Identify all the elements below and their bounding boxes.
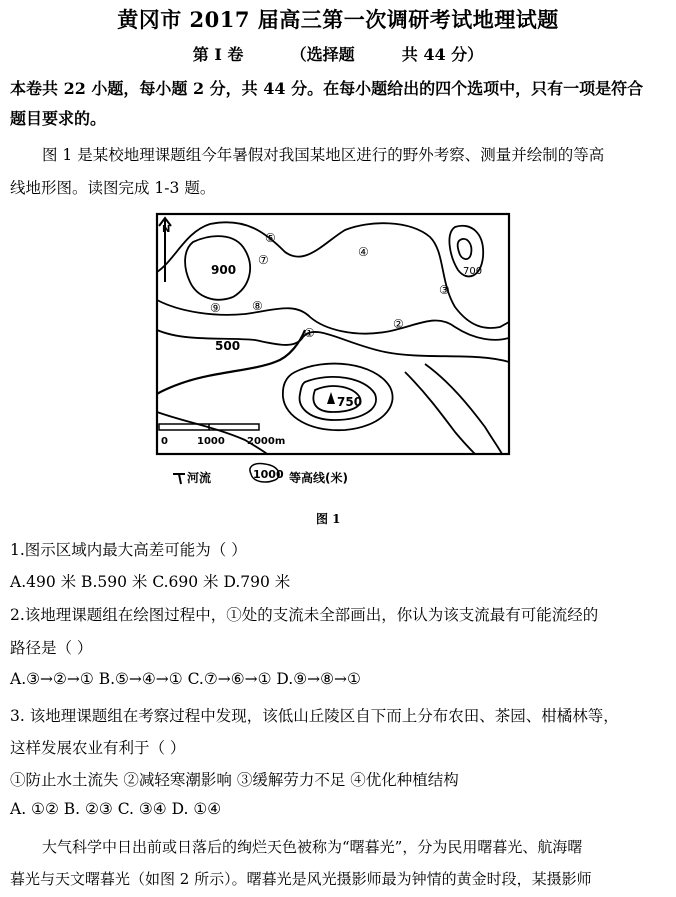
passage-line-2: 暮光与天文曙暮光（如图 2 所示）。曙暮光是风光摄影师最为钟情的黄金时段，某摄影师 xyxy=(10,870,592,888)
map-label-4: ④ xyxy=(358,245,369,259)
map-label-9: ⑨ xyxy=(210,301,221,315)
section-score: 共 44 分） xyxy=(401,45,484,64)
scale-1000: 1000 xyxy=(197,436,225,447)
question-2-stem-line-1: 2.该地理课题组在绘图过程中，①处的支流未全部画出，你认为该支流最有可能流经的 xyxy=(10,606,599,624)
question-1-stem: 1.图示区域内最大高差可能为（ ） xyxy=(10,541,247,559)
legend-contour-label: 等高线(米) xyxy=(289,471,348,485)
passage-line-1: 大气科学中日出前或日落后的绚烂天色被称为“曙暮光”，分为民用曙暮光、航海曙 xyxy=(42,838,583,856)
legend-contour-value: 1000 xyxy=(253,468,284,481)
contour-700: 700 xyxy=(463,266,483,277)
question-3-options: A. ①② B. ②③ C. ③④ D. ①④ xyxy=(10,800,222,818)
scale-2000: 2000m xyxy=(247,436,286,447)
map-label-7: ⑦ xyxy=(258,253,269,267)
contour-500: 500 xyxy=(215,339,241,353)
section-heading xyxy=(0,42,676,65)
map-label-1: ① xyxy=(304,326,315,340)
page-title: 黄冈市 2017 届高三第一次调研考试地理试题 xyxy=(117,7,559,32)
scale-0: 0 xyxy=(161,436,168,447)
instructions-line-1: 本卷共 22 小题，每小题 2 分，共 44 分。在每小题给出的四个选项中，只有一项是符合 xyxy=(10,79,644,98)
contour-750: 750 xyxy=(337,395,363,409)
intro-line-2: 线地形图。读图完成 1-3 题。 xyxy=(10,179,216,197)
figure-caption: 图 1 xyxy=(316,512,341,526)
contour-map xyxy=(155,212,515,512)
question-2-stem-line-2: 路径是（ ） xyxy=(10,639,93,657)
question-2-options: A.③→②→① B.⑤→④→① C.⑦→⑥→① D.⑨→⑧→① xyxy=(10,670,361,688)
instructions-line-2: 题目要求的。 xyxy=(10,109,107,128)
contour-900: 900 xyxy=(211,263,237,277)
contour-map-figure xyxy=(155,212,515,512)
question-3-stem-line-2: 这样发展农业有利于（ ） xyxy=(10,739,186,757)
legend-river-label: 河流 xyxy=(187,471,212,485)
north-label: N xyxy=(162,224,171,235)
question-1-options: A.490 米 B.590 米 C.690 米 D.790 米 xyxy=(10,573,291,591)
intro-line-1: 图 1 是某校地理课题组今年暑假对我国某地区进行的野外考察、测量并绘制的等高 xyxy=(42,146,605,164)
map-label-8: ⑧ xyxy=(252,299,263,313)
map-label-5: ⑤ xyxy=(265,231,276,245)
section-type: （选择题 xyxy=(290,45,355,64)
question-3-stem-line-1: 3. 该地理课题组在考察过程中发现，该低山丘陵区自下而上分布农田、茶园、柑橘林等， xyxy=(10,707,619,725)
question-3-items: ①防止水土流失 ②减轻寒潮影响 ③缓解劳力不足 ④优化种植结构 xyxy=(10,771,459,789)
map-label-3: ③ xyxy=(439,283,450,297)
map-label-2: ② xyxy=(393,317,404,331)
section-label: 第 I 卷 xyxy=(192,45,244,64)
